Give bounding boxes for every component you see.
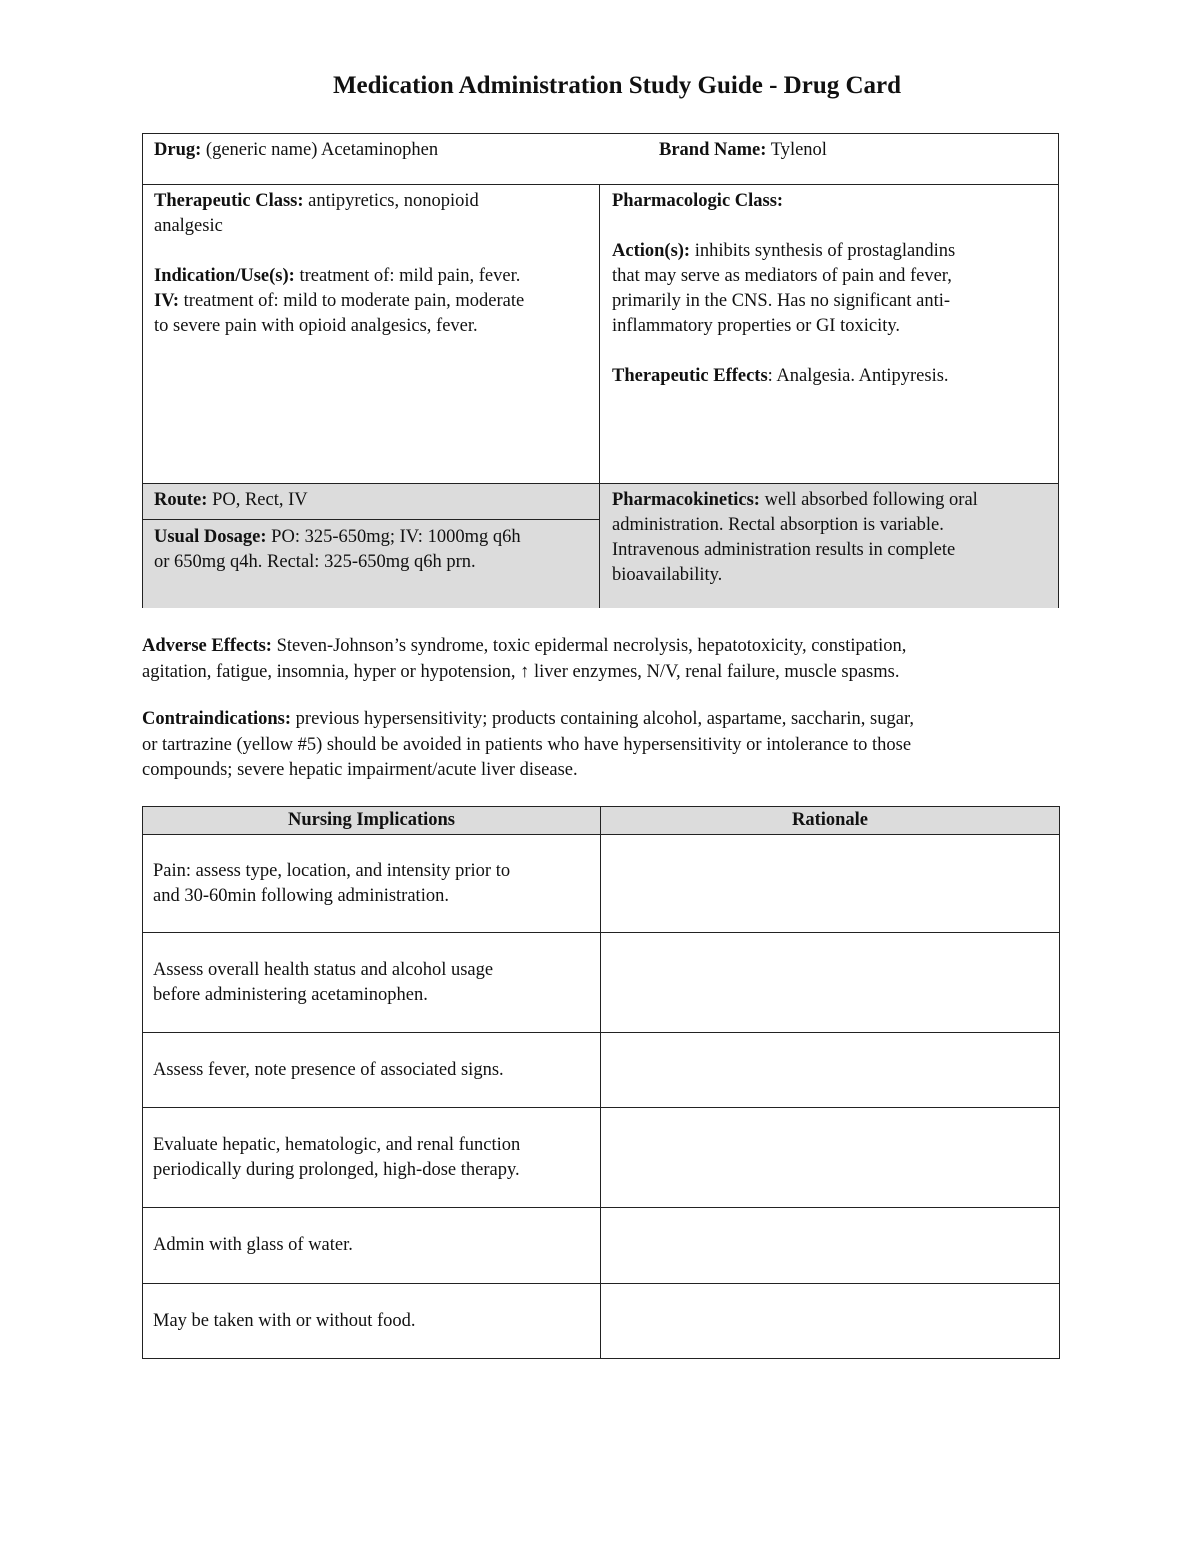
brand-label: Brand Name: <box>659 140 767 160</box>
contraindications-value-3: compounds; severe hepatic impairment/acute liver disease. <box>142 760 578 780</box>
action-label: Action(s): <box>612 241 691 261</box>
therapeutic-effects-label: Therapeutic Effects <box>612 366 768 386</box>
therapeutic-effects-value: : Analgesia. Antipyresis. <box>767 366 949 386</box>
action-value-4: inflammatory properties or GI toxicity. <box>612 316 901 336</box>
implication-text: Assess overall health status and alcohol usage <box>153 959 494 980</box>
pharmacokinetics-value-2: administration. Rectal absorption is variable. <box>612 515 944 535</box>
dosage-cell <box>143 521 600 579</box>
route-cell <box>143 484 600 517</box>
contraindications-value: previous hypersensitivity; products containing alcohol, aspartame, saccharin, sugar, <box>291 709 914 729</box>
pharmacokinetics-label: Pharmacokinetics: <box>612 490 760 510</box>
route-label: Route: <box>154 490 208 510</box>
rationale-cell <box>601 835 1060 933</box>
rationale-cell <box>601 1208 1060 1284</box>
rationale-cell <box>601 1108 1060 1208</box>
pharmacokinetics-cell <box>601 484 1058 592</box>
rationale-cell <box>601 1284 1060 1359</box>
pharmacokinetics-value: well absorbed following oral <box>759 490 978 510</box>
right-panel <box>601 185 1058 393</box>
adverse-effects-label: Adverse Effects: <box>142 636 272 656</box>
implication-text: periodically during prolonged, high-dose therapy. <box>153 1159 520 1180</box>
pharmacokinetics-value-3: Intravenous administration results in complete <box>612 540 956 560</box>
implication-cell <box>143 835 601 933</box>
table-row <box>143 835 1060 933</box>
table-row <box>143 1108 1060 1208</box>
indication-value: treatment of: mild pain, fever. <box>294 266 521 286</box>
table-header-row <box>143 807 1060 835</box>
iv-value: treatment of: mild to moderate pain, moderate <box>179 291 525 311</box>
left-panel <box>143 185 600 343</box>
adverse-effects-value: Steven-Johnson’s syndrome, toxic epidermal necrolysis, hepatotoxicity, constipation, <box>271 636 907 656</box>
contraindications-value-2: or tartrazine (yellow #5) should be avoided in patients who have hypersensitivity or intolerance to those <box>142 734 912 755</box>
nursing-implications-table <box>142 806 1060 1359</box>
therapeutic-class-value-2: analgesic <box>154 216 223 236</box>
table-row <box>143 933 1060 1033</box>
rationale-cell <box>601 1033 1060 1108</box>
drug-row <box>143 134 1060 167</box>
dosage-value: PO: 325-650mg; IV: 1000mg q6h <box>266 527 521 547</box>
implication-text: Assess fever, note presence of associated signs. <box>153 1059 504 1080</box>
indication-label: Indication/Use(s): <box>154 266 295 286</box>
pharmacokinetics-value-4: bioavailability. <box>612 565 723 585</box>
therapeutic-class-label: Therapeutic Class: <box>154 191 304 211</box>
brand-value: Tylenol <box>766 140 827 160</box>
iv-value-2: to severe pain with opioid analgesics, fever. <box>154 316 478 336</box>
iv-label: IV: <box>154 291 180 311</box>
adverse-effects <box>142 634 1062 685</box>
brand-name <box>659 138 827 163</box>
dosage-label: Usual Dosage: <box>154 527 267 547</box>
table-row <box>143 1033 1060 1108</box>
contraindications <box>142 707 1062 784</box>
implication-text: and 30-60min following administration. <box>153 885 449 906</box>
implication-text: Admin with glass of water. <box>153 1235 353 1255</box>
implication-cell <box>143 1033 601 1108</box>
implication-cell <box>143 1284 601 1359</box>
nursing-implications-header: Nursing Implications <box>143 807 601 835</box>
contraindications-label: Contraindications: <box>142 709 292 729</box>
drug-label: Drug: <box>154 140 202 160</box>
implication-text: May be taken with or without food. <box>153 1310 416 1331</box>
therapeutic-class-value: antipyretics, nonopioid <box>303 191 479 211</box>
implication-cell <box>143 933 601 1033</box>
implication-cell <box>143 1208 601 1284</box>
rationale-cell <box>601 933 1060 1033</box>
drug-name: (generic name) Acetaminophen <box>201 140 439 160</box>
action-value-2: that may serve as mediators of pain and fever, <box>612 266 952 286</box>
implication-text: Evaluate hepatic, hematologic, and renal function <box>153 1134 521 1155</box>
table-row <box>143 1208 1060 1284</box>
implication-text: Pain: assess type, location, and intensity prior to <box>153 860 511 881</box>
page-title: Medication Administration Study Guide - Drug Card <box>332 72 902 99</box>
implication-text: before administering acetaminophen. <box>153 984 428 1005</box>
divider <box>143 519 600 520</box>
drug-card <box>142 133 1059 608</box>
pharmacologic-class-label: Pharmacologic Class: <box>612 191 784 211</box>
action-value-3: primarily in the CNS. Has no significant anti- <box>612 291 951 311</box>
table-row <box>143 1284 1060 1359</box>
rationale-header: Rationale <box>601 807 1060 835</box>
implication-cell <box>143 1108 601 1208</box>
adverse-effects-value-2: agitation, fatigue, insomnia, hyper or hypotension, ↑ liver enzymes, N/V, renal failure, muscle spasms. <box>142 661 900 682</box>
action-value: inhibits synthesis of prostaglandins <box>690 241 956 261</box>
dosage-value-2: or 650mg q4h. Rectal: 325-650mg q6h prn. <box>154 552 476 572</box>
route-value: PO, Rect, IV <box>207 490 308 510</box>
